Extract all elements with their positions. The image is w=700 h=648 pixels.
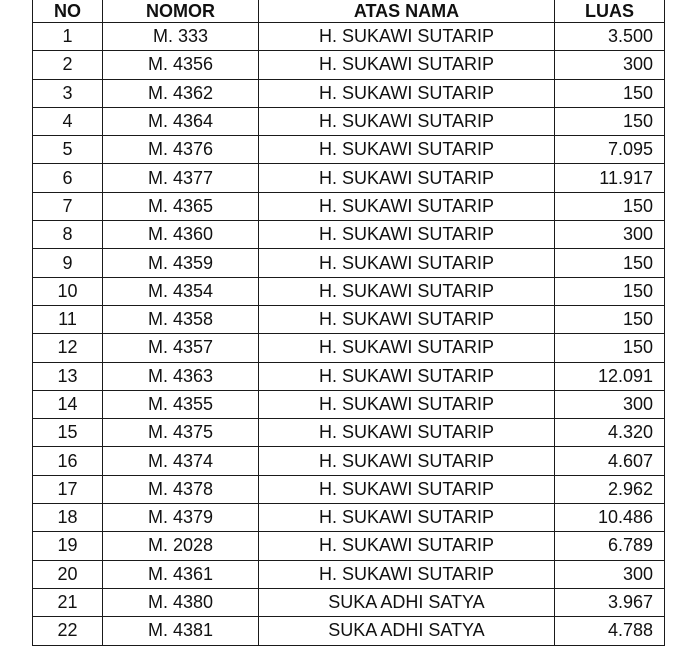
header-no: NO xyxy=(33,0,103,23)
cell-atas-nama: H. SUKAWI SUTARIP xyxy=(259,79,555,107)
cell-luas: 10.486 xyxy=(555,504,665,532)
table-row xyxy=(33,107,665,135)
cell-atas-nama: H. SUKAWI SUTARIP xyxy=(259,504,555,532)
cell-luas: 11.917 xyxy=(555,164,665,192)
table-row xyxy=(33,277,665,305)
cell-no: 17 xyxy=(33,475,103,503)
cell-luas: 300 xyxy=(555,221,665,249)
cell-luas: 150 xyxy=(555,277,665,305)
land-certificate-sheet xyxy=(32,0,664,646)
cell-atas-nama: H. SUKAWI SUTARIP xyxy=(259,277,555,305)
cell-nomor: M. 4357 xyxy=(103,334,259,362)
table-row xyxy=(33,136,665,164)
cell-no: 4 xyxy=(33,107,103,135)
cell-nomor: M. 4364 xyxy=(103,107,259,135)
table-row xyxy=(33,504,665,532)
header-atas-nama: ATAS NAMA xyxy=(259,0,555,23)
cell-atas-nama: SUKA ADHI SATYA xyxy=(259,617,555,645)
cell-luas: 3.967 xyxy=(555,588,665,616)
land-certificate-table xyxy=(32,0,665,646)
cell-atas-nama: H. SUKAWI SUTARIP xyxy=(259,532,555,560)
cell-nomor: M. 333 xyxy=(103,23,259,51)
cell-nomor: M. 2028 xyxy=(103,532,259,560)
cell-luas: 150 xyxy=(555,79,665,107)
table-row xyxy=(33,447,665,475)
cell-nomor: M. 4359 xyxy=(103,249,259,277)
cell-no: 7 xyxy=(33,192,103,220)
cell-no: 3 xyxy=(33,79,103,107)
cell-atas-nama: H. SUKAWI SUTARIP xyxy=(259,164,555,192)
cell-no: 18 xyxy=(33,504,103,532)
cell-luas: 300 xyxy=(555,51,665,79)
table-row xyxy=(33,419,665,447)
cell-nomor: M. 4376 xyxy=(103,136,259,164)
cell-no: 6 xyxy=(33,164,103,192)
cell-atas-nama: SUKA ADHI SATYA xyxy=(259,588,555,616)
cell-no: 14 xyxy=(33,390,103,418)
cell-nomor: M. 4356 xyxy=(103,51,259,79)
cell-no: 21 xyxy=(33,588,103,616)
cell-no: 1 xyxy=(33,23,103,51)
cell-atas-nama: H. SUKAWI SUTARIP xyxy=(259,419,555,447)
header-nomor: NOMOR xyxy=(103,0,259,23)
cell-no: 22 xyxy=(33,617,103,645)
cell-luas: 4.788 xyxy=(555,617,665,645)
cell-nomor: M. 4381 xyxy=(103,617,259,645)
table-row xyxy=(33,51,665,79)
cell-no: 13 xyxy=(33,362,103,390)
cell-nomor: M. 4363 xyxy=(103,362,259,390)
cell-atas-nama: H. SUKAWI SUTARIP xyxy=(259,192,555,220)
cell-no: 10 xyxy=(33,277,103,305)
cell-nomor: M. 4354 xyxy=(103,277,259,305)
table-row xyxy=(33,249,665,277)
table-row xyxy=(33,532,665,560)
cell-nomor: M. 4355 xyxy=(103,390,259,418)
table-row xyxy=(33,588,665,616)
table-row xyxy=(33,192,665,220)
cell-no: 11 xyxy=(33,305,103,333)
table-row xyxy=(33,362,665,390)
cell-atas-nama: H. SUKAWI SUTARIP xyxy=(259,447,555,475)
cell-no: 8 xyxy=(33,221,103,249)
cell-luas: 150 xyxy=(555,334,665,362)
cell-no: 5 xyxy=(33,136,103,164)
cell-atas-nama: H. SUKAWI SUTARIP xyxy=(259,390,555,418)
table-body xyxy=(33,23,665,646)
cell-atas-nama: H. SUKAWI SUTARIP xyxy=(259,305,555,333)
cell-no: 9 xyxy=(33,249,103,277)
cell-nomor: M. 4365 xyxy=(103,192,259,220)
cell-luas: 4.320 xyxy=(555,419,665,447)
cell-atas-nama: H. SUKAWI SUTARIP xyxy=(259,136,555,164)
table-row xyxy=(33,617,665,645)
cell-no: 2 xyxy=(33,51,103,79)
table-row xyxy=(33,475,665,503)
cell-atas-nama: H. SUKAWI SUTARIP xyxy=(259,362,555,390)
cell-luas: 4.607 xyxy=(555,447,665,475)
cell-no: 19 xyxy=(33,532,103,560)
table-header-row xyxy=(33,0,665,23)
cell-atas-nama: H. SUKAWI SUTARIP xyxy=(259,51,555,79)
cell-nomor: M. 4362 xyxy=(103,79,259,107)
cell-nomor: M. 4360 xyxy=(103,221,259,249)
cell-luas: 300 xyxy=(555,390,665,418)
table-row xyxy=(33,305,665,333)
table-row xyxy=(33,79,665,107)
cell-atas-nama: H. SUKAWI SUTARIP xyxy=(259,107,555,135)
table-row xyxy=(33,164,665,192)
table-row xyxy=(33,221,665,249)
table-row xyxy=(33,560,665,588)
cell-luas: 12.091 xyxy=(555,362,665,390)
cell-luas: 300 xyxy=(555,560,665,588)
table-row xyxy=(33,334,665,362)
table-row xyxy=(33,23,665,51)
cell-luas: 150 xyxy=(555,107,665,135)
cell-atas-nama: H. SUKAWI SUTARIP xyxy=(259,560,555,588)
cell-luas: 7.095 xyxy=(555,136,665,164)
cell-nomor: M. 4361 xyxy=(103,560,259,588)
cell-nomor: M. 4380 xyxy=(103,588,259,616)
cell-nomor: M. 4374 xyxy=(103,447,259,475)
cell-no: 15 xyxy=(33,419,103,447)
cell-atas-nama: H. SUKAWI SUTARIP xyxy=(259,23,555,51)
cell-nomor: M. 4377 xyxy=(103,164,259,192)
cell-no: 16 xyxy=(33,447,103,475)
cell-atas-nama: H. SUKAWI SUTARIP xyxy=(259,334,555,362)
cell-luas: 2.962 xyxy=(555,475,665,503)
cell-nomor: M. 4375 xyxy=(103,419,259,447)
cell-atas-nama: H. SUKAWI SUTARIP xyxy=(259,475,555,503)
cell-no: 20 xyxy=(33,560,103,588)
cell-atas-nama: H. SUKAWI SUTARIP xyxy=(259,221,555,249)
table-row xyxy=(33,390,665,418)
cell-luas: 6.789 xyxy=(555,532,665,560)
cell-luas: 150 xyxy=(555,305,665,333)
header-luas: LUAS xyxy=(555,0,665,23)
cell-nomor: M. 4358 xyxy=(103,305,259,333)
cell-luas: 3.500 xyxy=(555,23,665,51)
cell-atas-nama: H. SUKAWI SUTARIP xyxy=(259,249,555,277)
cell-no: 12 xyxy=(33,334,103,362)
cell-nomor: M. 4378 xyxy=(103,475,259,503)
cell-luas: 150 xyxy=(555,249,665,277)
cell-nomor: M. 4379 xyxy=(103,504,259,532)
cell-luas: 150 xyxy=(555,192,665,220)
